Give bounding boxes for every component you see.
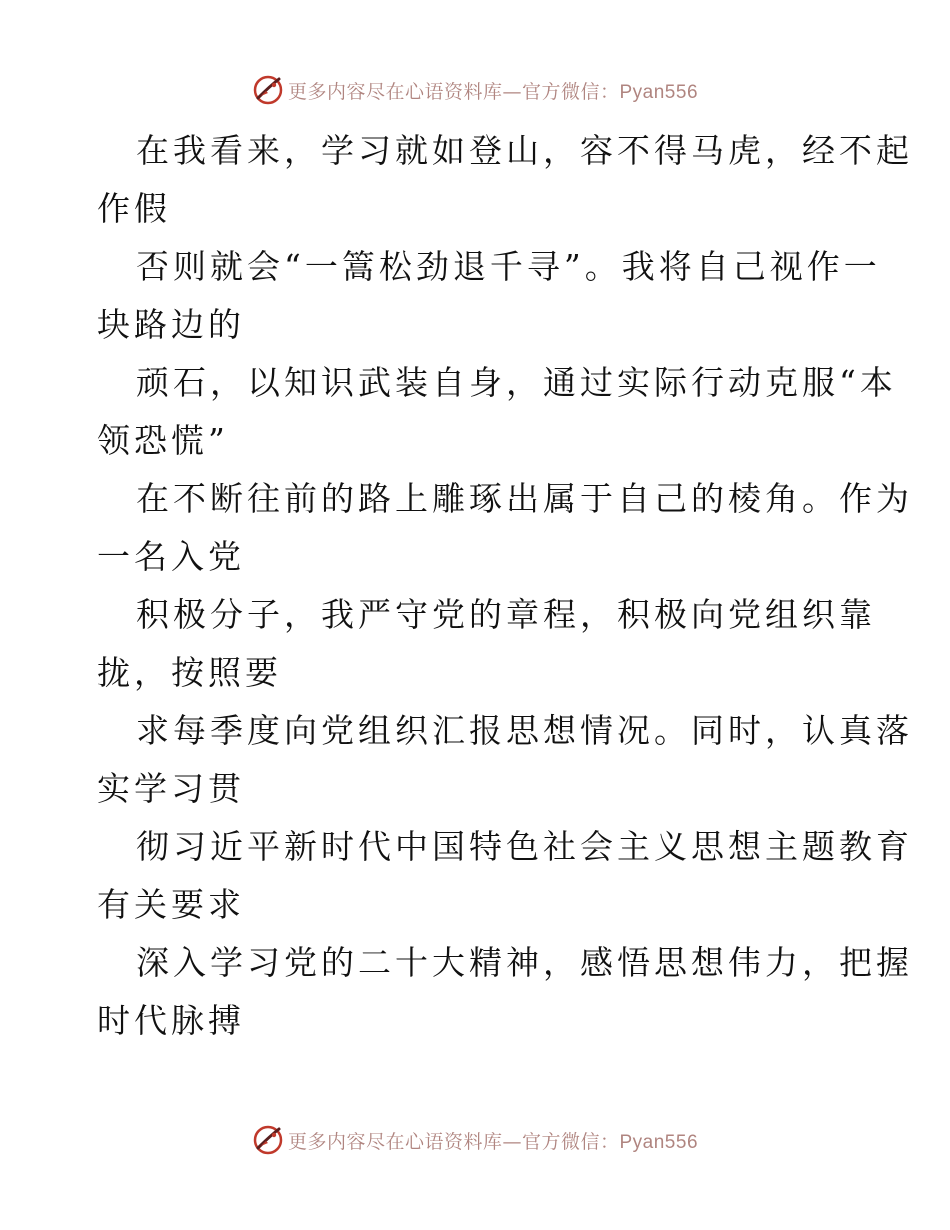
text-line: 领恐慌”	[97, 421, 229, 460]
pen-logo-icon	[252, 74, 284, 106]
document-body	[97, 122, 913, 1050]
text-line: 顽石，以知识武装自身，通过实际行动克服“本	[136, 363, 897, 402]
text-line: 作假	[97, 189, 171, 228]
text-line: 在不断往前的路上雕琢出属于自己的棱角。作为	[136, 479, 913, 518]
text-line: 实学习贯	[97, 769, 245, 808]
footer-banner-text: 更多内容尽在心语资料库—官方微信：Pyan556	[287, 1130, 699, 1153]
footer-wechat-id: Pyan556	[619, 1131, 699, 1153]
text-line: 有关要求	[97, 885, 245, 924]
text-line: 在我看来，学习就如登山，容不得马虎，经不起	[136, 131, 913, 170]
header-banner	[0, 70, 950, 110]
header-wechat-id: Pyan556	[619, 81, 699, 103]
header-banner-text: 更多内容尽在心语资料库—官方微信：Pyan556	[287, 80, 699, 103]
text-line: 一名入党	[97, 537, 245, 576]
text-line: 否则就会“一篙松劲退千寻”。我将自己视作一	[136, 247, 881, 286]
text-line: 彻习近平新时代中国特色社会主义思想主题教育	[136, 827, 913, 866]
text-line: 时代脉搏	[97, 1001, 245, 1040]
text-line: 求每季度向党组织汇报思想情况。同时，认真落	[136, 711, 913, 750]
text-line: 深入学习党的二十大精神，感悟思想伟力，把握	[136, 943, 913, 982]
text-line: 块路边的	[97, 305, 245, 344]
footer-banner	[0, 1120, 950, 1160]
text-line: 拢，按照要	[97, 653, 282, 692]
text-line: 积极分子，我严守党的章程，积极向党组织靠	[136, 595, 876, 634]
pen-logo-icon	[252, 1124, 284, 1156]
